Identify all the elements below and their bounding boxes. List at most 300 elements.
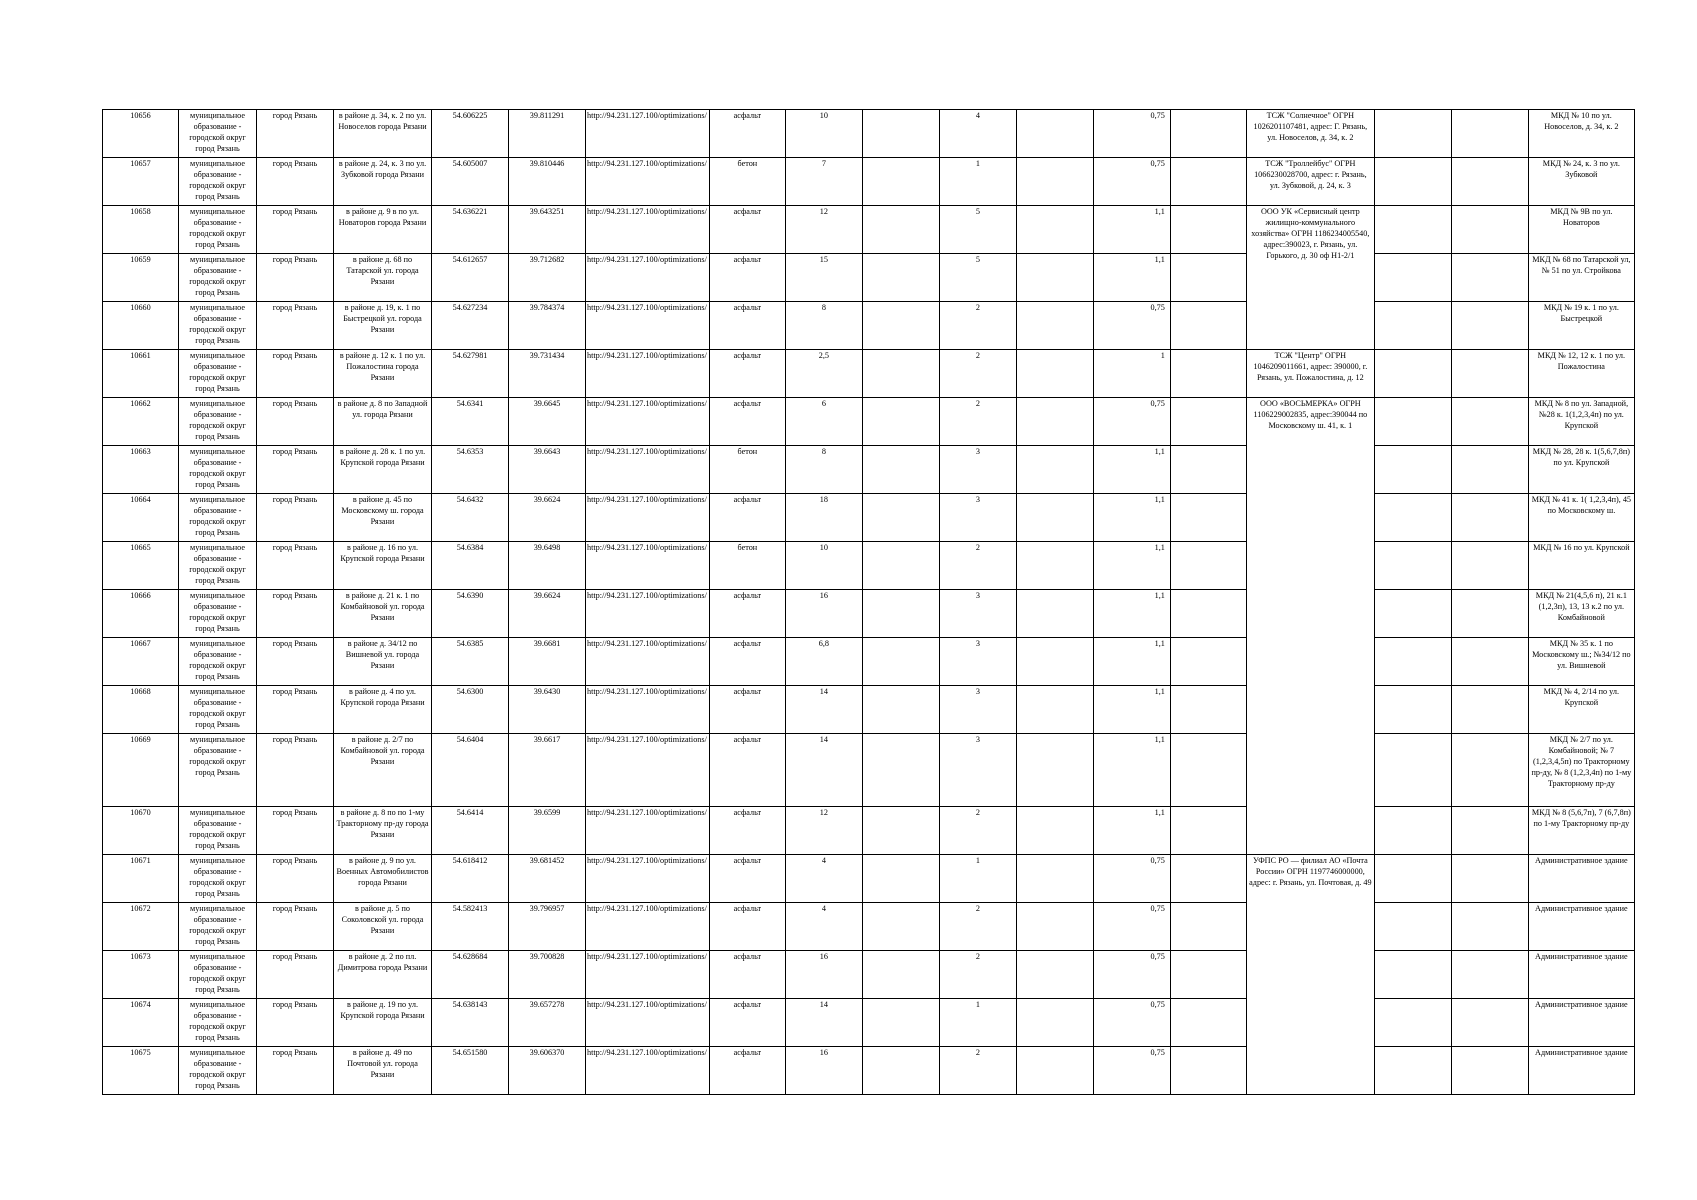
empty-cell: [1374, 686, 1451, 734]
empty-cell: [1374, 903, 1451, 951]
container-volume: 1,1: [1093, 206, 1170, 254]
latitude: 54.6414: [432, 807, 509, 855]
container-volume: 0,75: [1093, 951, 1170, 999]
container-volume: 0,75: [1093, 110, 1170, 158]
longitude: 39.681452: [509, 855, 586, 903]
empty-cell: [1374, 350, 1451, 398]
address: в районе д. 68 по Татарской ул. города Рязани: [334, 254, 432, 302]
waste-sites-table: [102, 109, 1635, 1095]
area: 10: [785, 542, 862, 590]
empty-cell: [1016, 903, 1093, 951]
empty-cell: [1016, 398, 1093, 446]
latitude: 54.582413: [432, 903, 509, 951]
address: в районе д. 34, к. 2 по ул. Новоселов города Рязани: [334, 110, 432, 158]
address: в районе д. 8 по Западной ул. города Рязани: [334, 398, 432, 446]
empty-cell: [1016, 446, 1093, 494]
empty-cell: [1016, 110, 1093, 158]
municipality: муниципальное образование - городской округ город Рязань: [179, 110, 257, 158]
empty-cell: [1170, 686, 1246, 734]
empty-cell: [1374, 638, 1451, 686]
latitude: 54.6390: [432, 590, 509, 638]
waste-source: Административное здание: [1528, 1047, 1634, 1095]
container-count: 3: [939, 686, 1016, 734]
area: 7: [785, 158, 862, 206]
waste-source: МКД № 10 по ул. Новоселов, д. 34, к. 2: [1528, 110, 1634, 158]
city: город Рязань: [257, 446, 334, 494]
empty-cell: [1374, 590, 1451, 638]
container-volume: 0,75: [1093, 302, 1170, 350]
empty-cell: [1451, 686, 1528, 734]
owner-info: ТСЖ "Центр" ОГРН 1046209011661, адрес: 390000, г. Рязань, ул. Пожалостина, д. 12: [1246, 350, 1374, 398]
empty-cell: [1451, 1047, 1528, 1095]
empty-cell: [1016, 350, 1093, 398]
container-volume: 0,75: [1093, 158, 1170, 206]
row-id: 10658: [103, 206, 179, 254]
container-count: 3: [939, 734, 1016, 807]
surface-type: асфальт: [709, 734, 785, 807]
empty-cell: [1170, 398, 1246, 446]
table-row: [103, 446, 1635, 494]
table-row: [103, 1047, 1635, 1095]
empty-cell: [1374, 398, 1451, 446]
map-link: http://94.231.127.100/optimizations/: [586, 734, 710, 807]
empty-cell: [1451, 951, 1528, 999]
address: в районе д. 34/12 по Вишневой ул. города Рязани: [334, 638, 432, 686]
empty-cell: [1170, 903, 1246, 951]
area: 4: [785, 903, 862, 951]
container-volume: 1,1: [1093, 542, 1170, 590]
container-count: 2: [939, 903, 1016, 951]
container-count: 3: [939, 638, 1016, 686]
owner-info: ТСЖ "Солнечное" ОГРН 1026201107481, адрес: Г. Рязань, ул. Новоселов, д. 34, к. 2: [1246, 110, 1374, 158]
municipality: муниципальное образование - городской округ город Рязань: [179, 1047, 257, 1095]
surface-type: асфальт: [709, 590, 785, 638]
container-volume: 0,75: [1093, 1047, 1170, 1095]
container-volume: 1,1: [1093, 807, 1170, 855]
latitude: 54.605007: [432, 158, 509, 206]
empty-cell: [1170, 855, 1246, 903]
empty-cell: [1451, 542, 1528, 590]
empty-cell: [1374, 951, 1451, 999]
surface-type: бетон: [709, 446, 785, 494]
map-link: http://94.231.127.100/optimizations/: [586, 951, 710, 999]
surface-type: асфальт: [709, 855, 785, 903]
area: 16: [785, 1047, 862, 1095]
empty-cell: [1451, 903, 1528, 951]
longitude: 39.606370: [509, 1047, 586, 1095]
map-link: http://94.231.127.100/optimizations/: [586, 206, 710, 254]
table-row: [103, 686, 1635, 734]
latitude: 54.627234: [432, 302, 509, 350]
longitude: 39.810446: [509, 158, 586, 206]
latitude: 54.6353: [432, 446, 509, 494]
longitude: 39.712682: [509, 254, 586, 302]
area: 8: [785, 446, 862, 494]
city: город Рязань: [257, 590, 334, 638]
empty-cell: [1374, 1047, 1451, 1095]
empty-cell: [1374, 158, 1451, 206]
area: 16: [785, 590, 862, 638]
longitude: 39.6681: [509, 638, 586, 686]
map-link: http://94.231.127.100/optimizations/: [586, 999, 710, 1047]
empty-cell: [1170, 542, 1246, 590]
municipality: муниципальное образование - городской округ город Рязань: [179, 951, 257, 999]
waste-source: МКД № 28, 28 к. 1(5,6,7,8п) по ул. Крупской: [1528, 446, 1634, 494]
empty-cell: [1016, 855, 1093, 903]
surface-type: асфальт: [709, 638, 785, 686]
longitude: 39.6624: [509, 494, 586, 542]
empty-cell: [1170, 110, 1246, 158]
empty-cell: [1451, 590, 1528, 638]
city: город Рязань: [257, 350, 334, 398]
empty-cell: [1016, 542, 1093, 590]
waste-source: МКД № 41 к. 1( 1,2,3,4п), 45 по Московскому ш.: [1528, 494, 1634, 542]
empty-cell: [862, 398, 939, 446]
municipality: муниципальное образование - городской округ город Рязань: [179, 206, 257, 254]
empty-cell: [862, 302, 939, 350]
table-row: [103, 542, 1635, 590]
map-link: http://94.231.127.100/optimizations/: [586, 110, 710, 158]
latitude: 54.627981: [432, 350, 509, 398]
table-body: [103, 110, 1635, 1095]
container-count: 1: [939, 158, 1016, 206]
latitude: 54.636221: [432, 206, 509, 254]
table-row: [103, 590, 1635, 638]
table-row: [103, 302, 1635, 350]
city: город Рязань: [257, 542, 334, 590]
area: 14: [785, 734, 862, 807]
longitude: 39.6498: [509, 542, 586, 590]
empty-cell: [1374, 855, 1451, 903]
address: в районе д. 28 к. 1 по ул. Крупской города Рязани: [334, 446, 432, 494]
municipality: муниципальное образование - городской округ город Рязань: [179, 350, 257, 398]
address: в районе д. 2/7 по Комбайновой ул. города Рязани: [334, 734, 432, 807]
city: город Рязань: [257, 855, 334, 903]
container-volume: 1,1: [1093, 254, 1170, 302]
address: в районе д. 21 к. 1 по Комбайновой ул. города Рязани: [334, 590, 432, 638]
empty-cell: [1374, 542, 1451, 590]
container-volume: 1,1: [1093, 734, 1170, 807]
surface-type: асфальт: [709, 206, 785, 254]
city: город Рязань: [257, 1047, 334, 1095]
empty-cell: [1451, 734, 1528, 807]
empty-cell: [862, 110, 939, 158]
container-count: 3: [939, 446, 1016, 494]
empty-cell: [1451, 999, 1528, 1047]
table-row: [103, 807, 1635, 855]
map-link: http://94.231.127.100/optimizations/: [586, 807, 710, 855]
address: в районе д. 5 по Соколовской ул. города Рязани: [334, 903, 432, 951]
owner-info: ООО «ВОСЬМЕРКА» ОГРН 1106229002835, адрес:390044 по Московскому ш. 41, к. 1: [1246, 398, 1374, 855]
area: 2,5: [785, 350, 862, 398]
row-id: 10670: [103, 807, 179, 855]
latitude: 54.6404: [432, 734, 509, 807]
municipality: муниципальное образование - городской округ город Рязань: [179, 999, 257, 1047]
latitude: 54.6384: [432, 542, 509, 590]
area: 15: [785, 254, 862, 302]
empty-cell: [1016, 302, 1093, 350]
empty-cell: [862, 446, 939, 494]
table-row: [103, 398, 1635, 446]
surface-type: асфальт: [709, 951, 785, 999]
map-link: http://94.231.127.100/optimizations/: [586, 302, 710, 350]
container-count: 2: [939, 951, 1016, 999]
table-row: [103, 951, 1635, 999]
waste-source: МКД № 16 по ул. Крупской: [1528, 542, 1634, 590]
area: 16: [785, 951, 862, 999]
city: город Рязань: [257, 686, 334, 734]
empty-cell: [1016, 734, 1093, 807]
empty-cell: [862, 494, 939, 542]
row-id: 10675: [103, 1047, 179, 1095]
empty-cell: [1170, 638, 1246, 686]
empty-cell: [1451, 302, 1528, 350]
surface-type: асфальт: [709, 686, 785, 734]
table-row: [103, 350, 1635, 398]
empty-cell: [862, 807, 939, 855]
address: в районе д. 19 по ул. Крупской города Рязани: [334, 999, 432, 1047]
empty-cell: [862, 350, 939, 398]
empty-cell: [1374, 302, 1451, 350]
row-id: 10661: [103, 350, 179, 398]
map-link: http://94.231.127.100/optimizations/: [586, 638, 710, 686]
container-count: 2: [939, 1047, 1016, 1095]
map-link: http://94.231.127.100/optimizations/: [586, 254, 710, 302]
empty-cell: [1016, 158, 1093, 206]
empty-cell: [1374, 206, 1451, 254]
city: город Рязань: [257, 206, 334, 254]
row-id: 10659: [103, 254, 179, 302]
waste-source: МКД № 21(4,5,6 п), 21 к.1 (1,2,3п), 13, 13 к.2 по ул. Комбайновой: [1528, 590, 1634, 638]
empty-cell: [1451, 807, 1528, 855]
empty-cell: [1016, 590, 1093, 638]
empty-cell: [862, 206, 939, 254]
empty-cell: [1016, 807, 1093, 855]
empty-cell: [1016, 638, 1093, 686]
longitude: 39.796957: [509, 903, 586, 951]
address: в районе д. 9 по ул. Военных Автомобилистов города Рязани: [334, 855, 432, 903]
row-id: 10668: [103, 686, 179, 734]
city: город Рязань: [257, 999, 334, 1047]
owner-info: ТСЖ "Троллейбус" ОГРН 1066230028700, адрес: г. Рязань, ул. Зубковой, д. 24, к. 3: [1246, 158, 1374, 206]
empty-cell: [1451, 110, 1528, 158]
table-row: [103, 903, 1635, 951]
container-volume: 1,1: [1093, 686, 1170, 734]
map-link: http://94.231.127.100/optimizations/: [586, 446, 710, 494]
table-row: [103, 158, 1635, 206]
area: 8: [785, 302, 862, 350]
empty-cell: [1170, 158, 1246, 206]
latitude: 54.6341: [432, 398, 509, 446]
empty-cell: [1451, 254, 1528, 302]
owner-info: ООО УК «Сервисный центр жилищно-коммунального хозяйства» ОГРН 1186234005540, адрес:390023, г. Рязань, ул. Горького, д. 30 оф Н1-2/1: [1246, 206, 1374, 350]
waste-source: Административное здание: [1528, 855, 1634, 903]
municipality: муниципальное образование - городской округ город Рязань: [179, 302, 257, 350]
latitude: 54.6385: [432, 638, 509, 686]
address: в районе д. 9 в по ул. Новаторов города Рязани: [334, 206, 432, 254]
surface-type: асфальт: [709, 110, 785, 158]
municipality: муниципальное образование - городской округ город Рязань: [179, 158, 257, 206]
longitude: 39.657278: [509, 999, 586, 1047]
table-row: [103, 638, 1635, 686]
empty-cell: [1451, 446, 1528, 494]
empty-cell: [1170, 206, 1246, 254]
waste-source: МКД № 4, 2/14 по ул. Крупской: [1528, 686, 1634, 734]
empty-cell: [1170, 1047, 1246, 1095]
area: 14: [785, 686, 862, 734]
municipality: муниципальное образование - городской округ город Рязань: [179, 590, 257, 638]
empty-cell: [862, 855, 939, 903]
map-link: http://94.231.127.100/optimizations/: [586, 158, 710, 206]
municipality: муниципальное образование - городской округ город Рязань: [179, 855, 257, 903]
latitude: 54.606225: [432, 110, 509, 158]
municipality: муниципальное образование - городской округ город Рязань: [179, 446, 257, 494]
row-id: 10672: [103, 903, 179, 951]
waste-source: МКД № 9В по ул. Новаторов: [1528, 206, 1634, 254]
row-id: 10663: [103, 446, 179, 494]
municipality: муниципальное образование - городской округ город Рязань: [179, 398, 257, 446]
address: в районе д. 8 по по 1-му Тракторному пр-ду города Рязани: [334, 807, 432, 855]
row-id: 10669: [103, 734, 179, 807]
map-link: http://94.231.127.100/optimizations/: [586, 398, 710, 446]
empty-cell: [1170, 446, 1246, 494]
surface-type: асфальт: [709, 807, 785, 855]
container-count: 2: [939, 350, 1016, 398]
waste-source: МКД № 24, к. 3 по ул. Зубковой: [1528, 158, 1634, 206]
container-count: 4: [939, 110, 1016, 158]
container-count: 1: [939, 855, 1016, 903]
table-row: [103, 254, 1635, 302]
empty-cell: [1016, 686, 1093, 734]
empty-cell: [862, 903, 939, 951]
waste-source: МКД № 2/7 по ул. Комбайновой; № 7 (1,2,3,4,5п) по Тракторному пр-ду, № 8 (1,2,3,4п) по 1-му Тракторному пр-ду: [1528, 734, 1634, 807]
owner-info: УФПС РО — филиал АО «Почта России» ОГРН 1197746000000, адрес: г. Рязань, ул. Почтовая, д. 49: [1246, 855, 1374, 1095]
address: в районе д. 24, к. 3 по ул. Зубковой города Рязани: [334, 158, 432, 206]
empty-cell: [1374, 110, 1451, 158]
longitude: 39.6599: [509, 807, 586, 855]
empty-cell: [862, 734, 939, 807]
empty-cell: [1170, 254, 1246, 302]
empty-cell: [1016, 206, 1093, 254]
surface-type: асфальт: [709, 254, 785, 302]
container-count: 2: [939, 542, 1016, 590]
container-count: 3: [939, 494, 1016, 542]
empty-cell: [862, 1047, 939, 1095]
longitude: 39.6643: [509, 446, 586, 494]
empty-cell: [1451, 638, 1528, 686]
city: город Рязань: [257, 302, 334, 350]
empty-cell: [1451, 158, 1528, 206]
latitude: 54.618412: [432, 855, 509, 903]
municipality: муниципальное образование - городской округ город Рязань: [179, 903, 257, 951]
container-volume: 1,1: [1093, 590, 1170, 638]
map-link: http://94.231.127.100/optimizations/: [586, 1047, 710, 1095]
area: 14: [785, 999, 862, 1047]
empty-cell: [1374, 807, 1451, 855]
row-id: 10657: [103, 158, 179, 206]
city: город Рязань: [257, 110, 334, 158]
municipality: муниципальное образование - городской округ город Рязань: [179, 638, 257, 686]
empty-cell: [1170, 734, 1246, 807]
waste-source: МКД № 19 к. 1 по ул. Быстрецкой: [1528, 302, 1634, 350]
empty-cell: [1016, 1047, 1093, 1095]
empty-cell: [1170, 807, 1246, 855]
city: город Рязань: [257, 638, 334, 686]
row-id: 10662: [103, 398, 179, 446]
empty-cell: [1016, 494, 1093, 542]
empty-cell: [862, 951, 939, 999]
longitude: 39.643251: [509, 206, 586, 254]
empty-cell: [1170, 350, 1246, 398]
address: в районе д. 4 по ул. Крупской города Рязани: [334, 686, 432, 734]
city: город Рязань: [257, 807, 334, 855]
row-id: 10667: [103, 638, 179, 686]
container-volume: 1,1: [1093, 494, 1170, 542]
city: город Рязань: [257, 158, 334, 206]
surface-type: асфальт: [709, 350, 785, 398]
longitude: 39.784374: [509, 302, 586, 350]
surface-type: асфальт: [709, 999, 785, 1047]
container-count: 5: [939, 254, 1016, 302]
city: город Рязань: [257, 903, 334, 951]
address: в районе д. 16 по ул. Крупской города Рязани: [334, 542, 432, 590]
empty-cell: [1170, 999, 1246, 1047]
container-count: 1: [939, 999, 1016, 1047]
city: город Рязань: [257, 398, 334, 446]
empty-cell: [1374, 734, 1451, 807]
city: город Рязань: [257, 951, 334, 999]
row-id: 10671: [103, 855, 179, 903]
area: 12: [785, 206, 862, 254]
row-id: 10656: [103, 110, 179, 158]
empty-cell: [1016, 254, 1093, 302]
empty-cell: [862, 686, 939, 734]
empty-cell: [1374, 446, 1451, 494]
address: в районе д. 12 к. 1 по ул. Пожалостина города Рязани: [334, 350, 432, 398]
municipality: муниципальное образование - городской округ город Рязань: [179, 542, 257, 590]
waste-source: МКД № 12, 12 к. 1 по ул. Пожалостина: [1528, 350, 1634, 398]
empty-cell: [1451, 206, 1528, 254]
longitude: 39.6624: [509, 590, 586, 638]
row-id: 10674: [103, 999, 179, 1047]
empty-cell: [1451, 494, 1528, 542]
empty-cell: [1170, 951, 1246, 999]
city: город Рязань: [257, 254, 334, 302]
area: 4: [785, 855, 862, 903]
longitude: 39.811291: [509, 110, 586, 158]
container-volume: 1,1: [1093, 638, 1170, 686]
municipality: муниципальное образование - городской округ город Рязань: [179, 494, 257, 542]
surface-type: бетон: [709, 542, 785, 590]
container-volume: 1,1: [1093, 446, 1170, 494]
container-count: 5: [939, 206, 1016, 254]
waste-source: МКД № 68 по Татарской ул, № 51 по ул. Стройкова: [1528, 254, 1634, 302]
container-count: 3: [939, 590, 1016, 638]
municipality: муниципальное образование - городской округ город Рязань: [179, 807, 257, 855]
table-row: [103, 110, 1635, 158]
waste-source: Административное здание: [1528, 999, 1634, 1047]
address: в районе д. 49 по Почтовой ул. города Рязани: [334, 1047, 432, 1095]
map-link: http://94.231.127.100/optimizations/: [586, 590, 710, 638]
municipality: муниципальное образование - городской округ город Рязань: [179, 686, 257, 734]
container-volume: 1: [1093, 350, 1170, 398]
empty-cell: [1451, 398, 1528, 446]
waste-source: Административное здание: [1528, 903, 1634, 951]
surface-type: асфальт: [709, 302, 785, 350]
empty-cell: [1451, 855, 1528, 903]
empty-cell: [862, 254, 939, 302]
longitude: 39.700828: [509, 951, 586, 999]
